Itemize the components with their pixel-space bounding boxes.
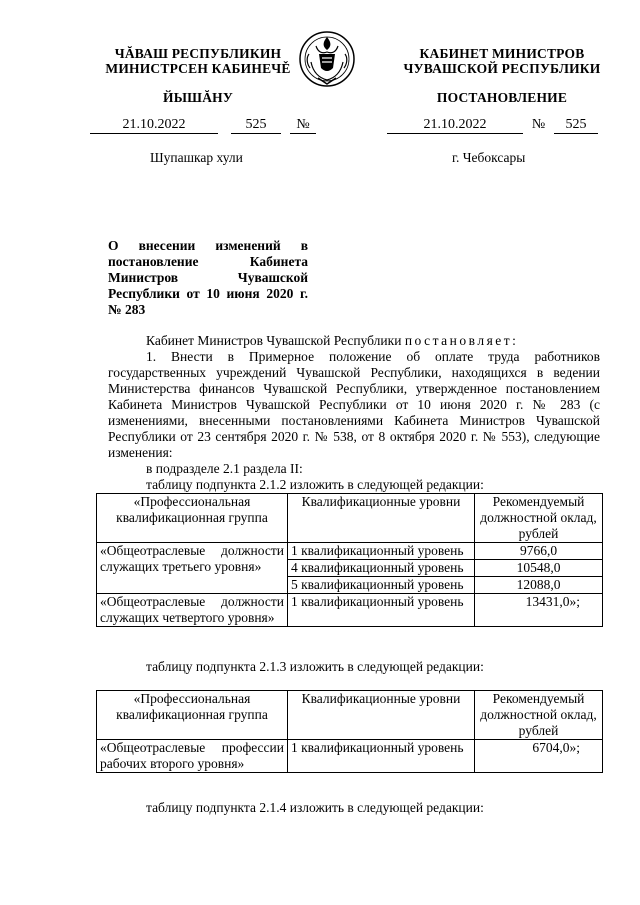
paragraph-3: таблицу подпункта 2.1.2 изложить в следующей редакции: <box>146 477 484 492</box>
header-left-doc-type: ЙЫШĂНУ <box>163 90 233 105</box>
header-right-doc-type: ПОСТАНОВЛЕНИЕ <box>436 90 568 105</box>
level-cell: 5 квалификационный уровень <box>288 577 475 594</box>
right-date: 21.10.2022 <box>387 117 523 134</box>
header-levels: Квалификационные уровни <box>288 691 475 740</box>
left-date-line <box>90 117 316 134</box>
header-right-line1: КАБИНЕТ МИНИСТРОВ <box>419 46 585 61</box>
right-date-line <box>387 117 598 134</box>
paragraph-2: в подразделе 2.1 раздела II: <box>146 461 303 476</box>
paragraph-5: таблицу подпункта 2.1.4 изложить в следующей редакции: <box>146 800 484 815</box>
paragraph-4: таблицу подпункта 2.1.3 изложить в следующей редакции: <box>146 659 484 674</box>
place-left: Шупашкар хули <box>150 150 243 165</box>
table-row <box>97 543 603 560</box>
body-section-1 <box>108 333 600 493</box>
level-cell: 4 квалификационный уровень <box>288 560 475 577</box>
salary-cell: 13431,0»; <box>475 594 603 627</box>
header-right-org <box>372 46 632 76</box>
group-cell: «Общеотраслевые должности служащих четвертого уровня» <box>97 594 288 627</box>
level-cell: 1 квалификационный уровень <box>288 594 475 627</box>
table-header-row <box>97 691 603 740</box>
left-number-sign: № <box>290 117 316 134</box>
right-number-sign: № <box>531 117 546 132</box>
salary-cell: 12088,0 <box>475 577 603 594</box>
header-salary: Рекомендуемый должностной оклад, рублей <box>475 691 603 740</box>
intro-spaced: постановляет: <box>404 333 519 348</box>
header-left-org <box>88 46 308 76</box>
salary-cell: 6704,0»; <box>475 740 603 773</box>
salary-cell: 10548,0 <box>475 560 603 577</box>
level-cell: 1 квалификационный уровень <box>288 543 475 560</box>
intro-paragraph <box>108 333 600 349</box>
right-number: 525 <box>554 117 598 134</box>
header-left-line1: ЧĂВАШ РЕСПУБЛИКИН <box>114 46 282 61</box>
header-right-line2: ЧУВАШСКОЙ РЕСПУБЛИКИ <box>403 61 601 76</box>
salary-cell: 9766,0 <box>475 543 603 560</box>
salary-table-1 <box>96 493 603 627</box>
intro-start: Кабинет Министров Чувашской Республики <box>146 333 402 348</box>
body-section-2 <box>108 659 600 675</box>
header-salary: Рекомендуемый должностной оклад, рублей <box>475 494 603 543</box>
left-number: 525 <box>231 117 281 134</box>
coat-of-arms-icon <box>296 28 358 90</box>
left-date: 21.10.2022 <box>90 117 218 134</box>
group-cell: «Общеотраслевые профессии рабочих второго уровня» <box>97 740 288 773</box>
header-group: «Профессиональная квалификационная группа <box>97 494 288 543</box>
salary-table-2 <box>96 690 603 773</box>
table-row <box>97 740 603 773</box>
group-cell: «Общеотраслевые должности служащих третьего уровня» <box>97 543 288 594</box>
body-section-3 <box>108 800 600 816</box>
table-header-row <box>97 494 603 543</box>
document-title: О внесении изменений в постановление Кабинета Министров Чувашской Республики от 10 июня 2020 г. № 283 <box>108 238 308 317</box>
level-cell: 1 квалификационный уровень <box>288 740 475 773</box>
table-row <box>97 594 603 627</box>
header-group: «Профессиональная квалификационная группа <box>97 691 288 740</box>
paragraph-1: 1. Внести в Примерное положение об оплате труда работников государственных учреждений Чувашской Республики, находящихся в ведении Министерства финансов Чувашской Республики, утвержденное постановлением Кабинета Министров Чувашской Республики от 10 июня 2020 г. № 283 (с изменениями, внесенными постановлениями Кабинета Министров Чувашской Республики от 23 сентября 2020 г. № 538, от 8 октября 2020 г. № 553), следующие изменения: <box>108 349 600 460</box>
place-right: г. Чебоксары <box>452 150 526 165</box>
header-left-line2: МИНИСТРСЕН КАБИНЕЧĚ <box>105 61 291 76</box>
header-levels: Квалификационные уровни <box>288 494 475 543</box>
